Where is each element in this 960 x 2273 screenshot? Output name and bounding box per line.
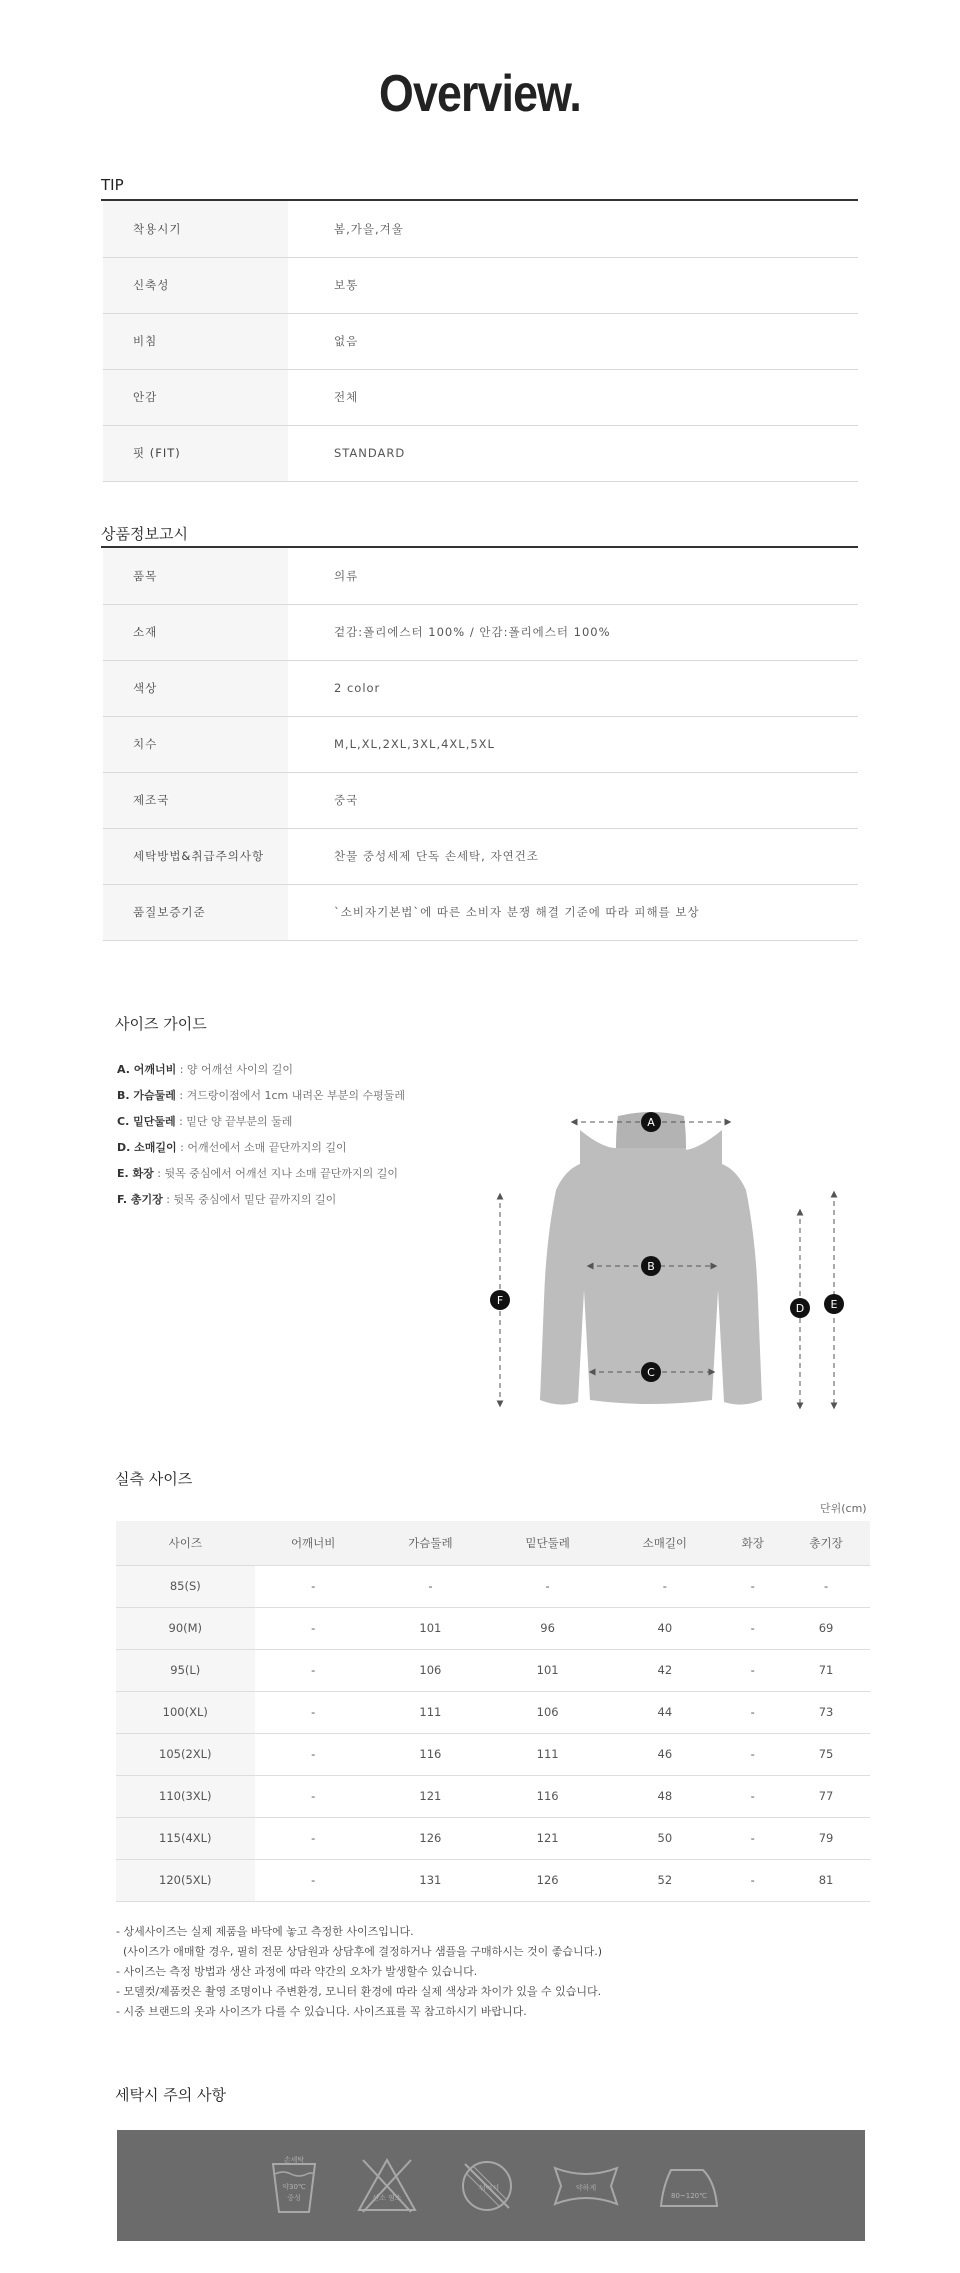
- size-guide-desc: : 뒷목 중심에서 어깨선 지나 소매 끝단까지의 길이: [153, 1167, 398, 1180]
- info-value: `소비자기본법`에 따른 소비자 분쟁 해결 기준에 따라 피해를 보상: [288, 884, 858, 940]
- measure-cell: 121: [372, 1775, 489, 1817]
- measure-cell: -: [723, 1775, 782, 1817]
- measure-cell: 73: [782, 1691, 870, 1733]
- care-heading: 세탁시 주의 사항: [115, 2086, 226, 2104]
- info-value: 의류: [288, 548, 858, 604]
- table-row: [116, 1817, 870, 1859]
- info-table: [103, 548, 858, 941]
- measure-cell: -: [606, 1565, 723, 1607]
- size-table: [116, 1521, 870, 1902]
- measure-cell: 101: [372, 1607, 489, 1649]
- no-wring-icon: [551, 2156, 621, 2216]
- info-row: [103, 548, 858, 604]
- table-row: [116, 1859, 870, 1901]
- tip-value: 전체: [288, 369, 858, 425]
- measure-cell: 42: [606, 1649, 723, 1691]
- measure-cell: -: [723, 1607, 782, 1649]
- size-guide-key: F. 총기장: [117, 1193, 163, 1206]
- tip-table: [103, 201, 858, 482]
- size-table-header: 소매길이: [606, 1521, 723, 1565]
- measure-cell: 121: [489, 1817, 606, 1859]
- info-label: 제조국: [103, 772, 288, 828]
- measure-cell: 116: [489, 1775, 606, 1817]
- size-table-header: 사이즈: [116, 1521, 255, 1565]
- info-label: 소재: [103, 604, 288, 660]
- measure-cell: -: [782, 1565, 870, 1607]
- measure-cell: 44: [606, 1691, 723, 1733]
- measure-cell: 50: [606, 1817, 723, 1859]
- size-table-header: 밑단둘레: [489, 1521, 606, 1565]
- measure-cell: -: [255, 1859, 372, 1901]
- measure-cell: 106: [489, 1691, 606, 1733]
- care-panel: [117, 2130, 865, 2241]
- tip-heading: TIP: [101, 176, 124, 194]
- measure-cell: 46: [606, 1733, 723, 1775]
- marker-c-label: C: [647, 1366, 655, 1379]
- size-note: - 사이즈는 측정 방법과 생산 과정에 따라 약간의 오차가 발생할수 있습니다.: [116, 1965, 478, 1978]
- tip-label: 핏 (FIT): [103, 425, 288, 481]
- measure-cell: -: [372, 1565, 489, 1607]
- table-row: [116, 1733, 870, 1775]
- size-guide-item: [117, 1057, 405, 1083]
- measure-cell: 79: [782, 1817, 870, 1859]
- iron-icon: [657, 2156, 723, 2216]
- measure-cell: -: [255, 1649, 372, 1691]
- measure-cell: 96: [489, 1607, 606, 1649]
- size-cell: 100(XL): [116, 1691, 255, 1733]
- svg-text:약하게: 약하게: [575, 2184, 597, 2192]
- size-guide-item: [117, 1109, 405, 1135]
- size-guide-desc: : 밑단 양 끝부분의 둘레: [175, 1115, 293, 1128]
- size-note: - 시중 브랜드의 옷과 사이즈가 다를 수 있습니다. 사이즈표를 꼭 참고하시기 바랍니다.: [116, 2005, 527, 2018]
- svg-text:뉘어서: 뉘어서: [478, 2184, 500, 2192]
- size-table-header: 총기장: [782, 1521, 870, 1565]
- measure-cell: 48: [606, 1775, 723, 1817]
- size-guide-heading: 사이즈 가이드: [115, 1015, 207, 1033]
- size-table-header: 화장: [723, 1521, 782, 1565]
- info-label: 치수: [103, 716, 288, 772]
- info-label: 세탁방법&취급주의사항: [103, 828, 288, 884]
- size-cell: 110(3XL): [116, 1775, 255, 1817]
- measure-cell: 126: [489, 1859, 606, 1901]
- info-value: M,L,XL,2XL,3XL,4XL,5XL: [288, 716, 858, 772]
- svg-text:중성: 중성: [287, 2194, 301, 2202]
- info-row: [103, 828, 858, 884]
- tip-label: 비침: [103, 313, 288, 369]
- measure-cell: -: [723, 1691, 782, 1733]
- no-bleach-icon: [355, 2156, 419, 2216]
- tip-label: 안감: [103, 369, 288, 425]
- tip-value: 없음: [288, 313, 858, 369]
- measure-cell: -: [255, 1565, 372, 1607]
- size-guide-item: [117, 1161, 405, 1187]
- measure-cell: 126: [372, 1817, 489, 1859]
- measure-cell: 52: [606, 1859, 723, 1901]
- size-cell: 120(5XL): [116, 1859, 255, 1901]
- hand-wash-icon: [269, 2156, 319, 2216]
- size-guide-key: A. 어깨너비: [117, 1063, 177, 1076]
- unit-label: 단위(cm): [820, 1502, 867, 1515]
- size-guide-key: E. 화장: [117, 1167, 154, 1180]
- table-row: [116, 1649, 870, 1691]
- size-cell: 115(4XL): [116, 1817, 255, 1859]
- marker-e-label: E: [830, 1298, 838, 1311]
- size-guide-key: C. 밑단둘레: [117, 1115, 176, 1128]
- size-guide-item: [117, 1135, 405, 1161]
- tip-row: [103, 369, 858, 425]
- no-tumble-dry-icon: [457, 2156, 517, 2216]
- size-cell: 95(L): [116, 1649, 255, 1691]
- measure-cell: 69: [782, 1607, 870, 1649]
- measure-cell: -: [255, 1691, 372, 1733]
- size-note: - 모델컷/제품컷은 촬영 조명이나 주변환경, 모니터 환경에 따라 실제 색상과 차이가 있을 수 있습니다.: [116, 1985, 602, 1998]
- measure-cell: -: [489, 1565, 606, 1607]
- tip-row: [103, 313, 858, 369]
- info-value: 찬물 중성세제 단독 손세탁, 자연건조: [288, 828, 858, 884]
- info-row: [103, 660, 858, 716]
- measure-cell: -: [723, 1859, 782, 1901]
- measure-cell: -: [723, 1817, 782, 1859]
- measure-cell: 71: [782, 1649, 870, 1691]
- measure-cell: -: [255, 1775, 372, 1817]
- tip-row: [103, 257, 858, 313]
- measure-cell: 131: [372, 1859, 489, 1901]
- size-guide-key: D. 소매길이: [117, 1141, 177, 1154]
- tip-row: [103, 425, 858, 481]
- tip-label: 착용시기: [103, 201, 288, 257]
- measure-cell: 75: [782, 1733, 870, 1775]
- tip-label: 신축성: [103, 257, 288, 313]
- tip-value: STANDARD: [288, 425, 858, 481]
- tip-row: [103, 201, 858, 257]
- marker-f-label: F: [496, 1294, 504, 1307]
- measure-cell: -: [723, 1565, 782, 1607]
- measure-cell: 111: [489, 1733, 606, 1775]
- size-note: (사이즈가 애매할 경우, 필히 전문 상담원과 상담후에 결정하거나 샘플을 구매하시는 것이 좋습니다.): [116, 1945, 603, 1958]
- info-row: [103, 884, 858, 940]
- measure-cell: 106: [372, 1649, 489, 1691]
- table-row: [116, 1607, 870, 1649]
- measure-cell: -: [723, 1649, 782, 1691]
- info-row: [103, 604, 858, 660]
- info-value: 2 color: [288, 660, 858, 716]
- info-label: 품질보증기준: [103, 884, 288, 940]
- measure-cell: 101: [489, 1649, 606, 1691]
- size-note: - 상세사이즈는 실제 제품을 바닥에 놓고 측정한 사이즈입니다.: [116, 1925, 414, 1938]
- marker-d-label: D: [795, 1302, 805, 1315]
- size-guide-item: [117, 1083, 405, 1109]
- measure-heading: 실측 사이즈: [115, 1470, 193, 1488]
- info-value: 겉감:폴리에스터 100% / 안감:폴리에스터 100%: [288, 604, 858, 660]
- measure-cell: 40: [606, 1607, 723, 1649]
- size-guide-list: [117, 1057, 405, 1213]
- marker-a-label: A: [647, 1116, 655, 1129]
- size-cell: 90(M): [116, 1607, 255, 1649]
- info-label: 품목: [103, 548, 288, 604]
- size-table-header: 가슴둘레: [372, 1521, 489, 1565]
- info-row: [103, 772, 858, 828]
- size-table-header: 어깨너비: [255, 1521, 372, 1565]
- marker-b-label: B: [647, 1260, 655, 1273]
- measure-cell: -: [723, 1733, 782, 1775]
- svg-text:산소 염소: 산소 염소: [372, 2194, 402, 2202]
- size-cell: 105(2XL): [116, 1733, 255, 1775]
- size-guide-desc: : 어깨선에서 소매 끝단까지의 길이: [176, 1141, 347, 1154]
- measure-cell: -: [255, 1733, 372, 1775]
- svg-text:약30℃: 약30℃: [282, 2183, 306, 2191]
- svg-text:80~120℃: 80~120℃: [671, 2192, 707, 2200]
- table-row: [116, 1775, 870, 1817]
- size-guide-key: B. 가슴둘레: [117, 1089, 176, 1102]
- tip-value: 봄,가을,겨울: [288, 201, 858, 257]
- measure-cell: 116: [372, 1733, 489, 1775]
- table-row: [116, 1691, 870, 1733]
- size-notes: [116, 1922, 602, 2022]
- measure-cell: 111: [372, 1691, 489, 1733]
- size-guide-item: [117, 1187, 405, 1213]
- info-label: 색상: [103, 660, 288, 716]
- page-title: Overview.: [379, 65, 581, 123]
- measure-cell: -: [255, 1607, 372, 1649]
- svg-text:손세탁: 손세탁: [283, 2156, 305, 2164]
- info-heading: 상품정보고시: [101, 525, 188, 543]
- info-row: [103, 716, 858, 772]
- measure-cell: 81: [782, 1859, 870, 1901]
- table-row: [116, 1565, 870, 1607]
- measure-cell: -: [255, 1817, 372, 1859]
- size-guide-desc: : 뒷목 중심에서 밑단 끝까지의 길이: [162, 1193, 337, 1206]
- info-value: 중국: [288, 772, 858, 828]
- measure-cell: 77: [782, 1775, 870, 1817]
- tip-value: 보통: [288, 257, 858, 313]
- jacket-diagram: [480, 1100, 880, 1420]
- size-cell: 85(S): [116, 1565, 255, 1607]
- size-guide-desc: : 겨드랑이점에서 1cm 내려온 부분의 수평둘레: [175, 1089, 405, 1102]
- size-guide-desc: : 양 어깨선 사이의 길이: [176, 1063, 294, 1076]
